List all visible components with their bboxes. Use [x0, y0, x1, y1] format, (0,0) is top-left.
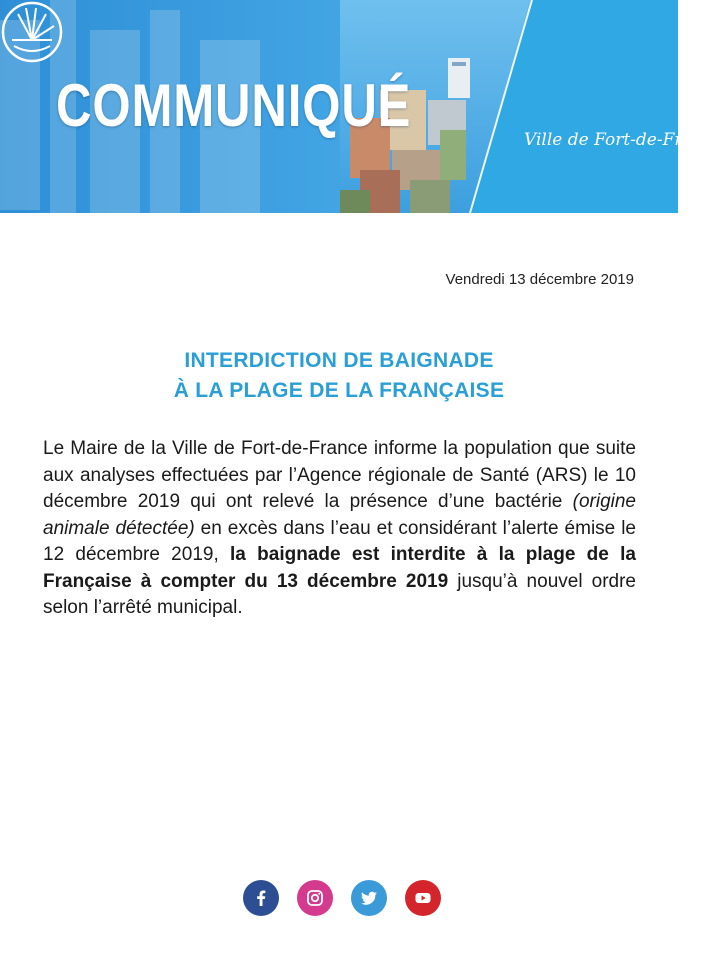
- facebook-icon[interactable]: [243, 880, 279, 916]
- body-italic: (origine animale détectée): [43, 491, 636, 539]
- title-line-2: À LA PLAGE DE LA FRANÇAISE: [173, 379, 505, 402]
- announcement-body: [43, 436, 636, 622]
- page-title: [0, 346, 678, 406]
- banner-title: COMMUNIQUÉ: [56, 72, 412, 139]
- body-part-3: jusqu’à nouvel ordre selon l’arrêté municipal.: [43, 570, 636, 618]
- header-banner: [0, 0, 723, 213]
- body-part-1: Le Maire de la Ville de Fort-de-France informe la population que suite aux analyses effectuées par l’Agence régionale de Santé (ARS) le 10 décembre 2019 qui ont relevé la présence d’une bactérie: [43, 438, 636, 512]
- title-line-1: INTERDICTION DE BAIGNADE: [184, 349, 494, 372]
- twitter-icon[interactable]: [351, 880, 387, 916]
- instagram-icon[interactable]: [297, 880, 333, 916]
- body-bold: la baignade est interdite à la plage de la Française à compter du 13 décembre 2019: [43, 544, 636, 592]
- youtube-icon[interactable]: [405, 880, 441, 916]
- city-logo-icon: [0, 0, 64, 64]
- body-part-2: en excès dans l’eau et considérant l’alerte émise le 12 décembre 2019,: [43, 517, 636, 565]
- social-links: [243, 880, 441, 916]
- city-logo-text: Ville de Fort-de-France: [524, 130, 723, 150]
- publication-date: Vendredi 13 décembre 2019: [445, 271, 634, 288]
